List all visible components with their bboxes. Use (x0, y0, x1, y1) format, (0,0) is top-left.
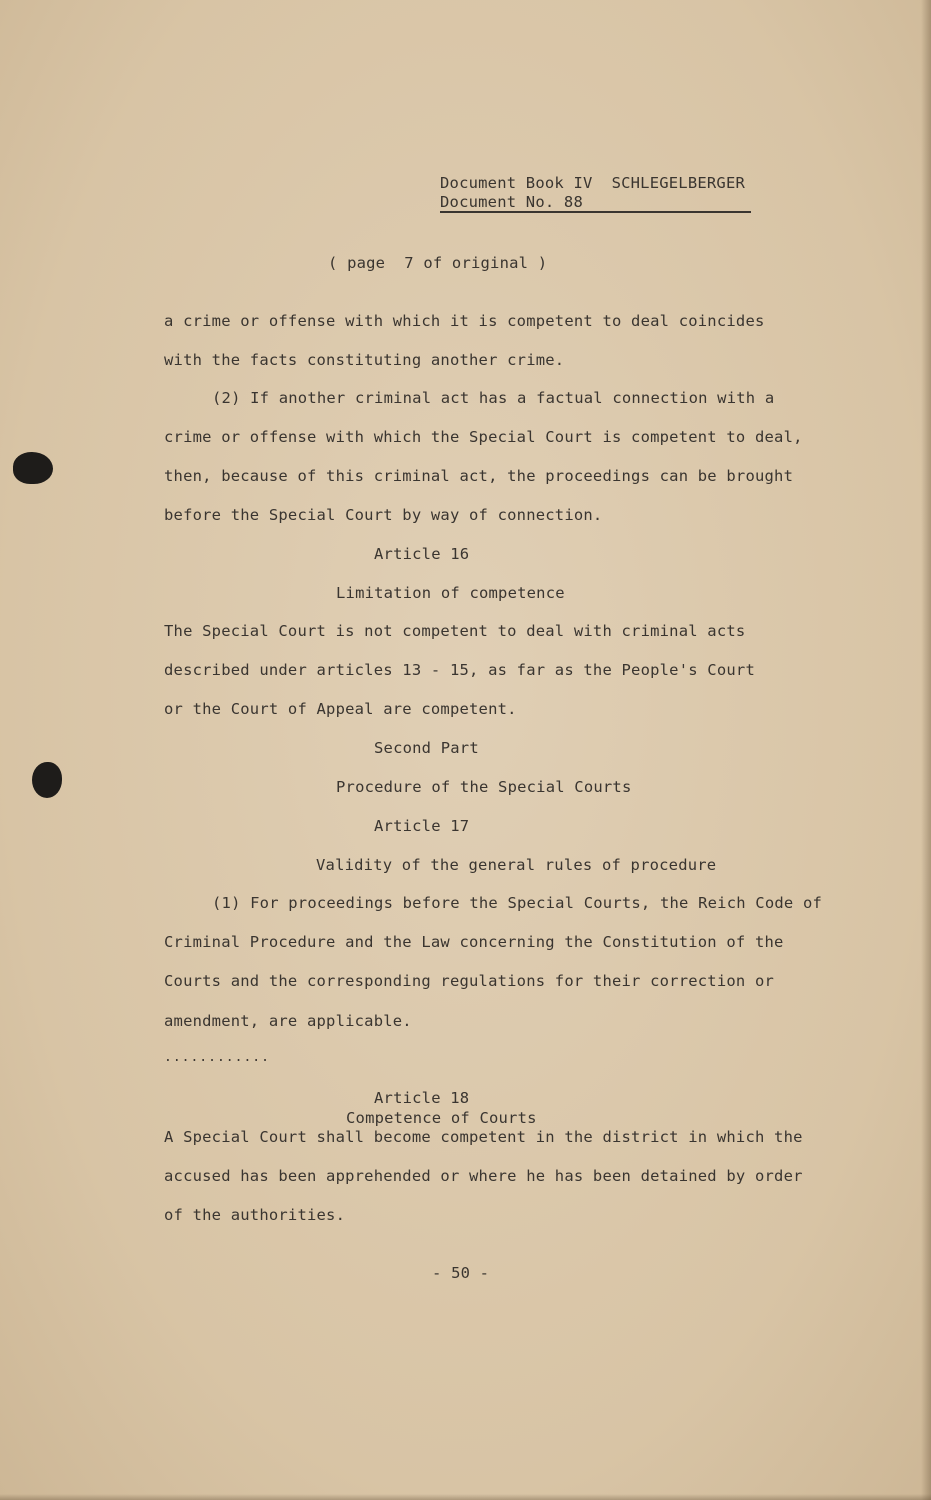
article-17-title: Validity of the general rules of procedure (316, 856, 717, 874)
page-reference: ( page 7 of original ) (328, 254, 548, 272)
part-heading: Second Part (374, 739, 479, 757)
body-line: or the Court of Appeal are competent. (164, 700, 517, 718)
body-line: crime or offense with which the Special Court is competent to deal, (164, 428, 803, 446)
article-17-heading: Article 17 (374, 817, 470, 835)
article-18-heading: Article 18 (374, 1089, 470, 1107)
body-line: Criminal Procedure and the Law concerning the Constitution of the (164, 933, 784, 951)
page-edge-shadow-bottom (0, 1494, 931, 1500)
document-number-line: Document No. 88 (440, 193, 583, 211)
body-line: of the authorities. (164, 1206, 346, 1224)
body-line: then, because of this criminal act, the proceedings can be brought (164, 467, 794, 485)
body-line: A Special Court shall become competent in the district in which the (164, 1128, 803, 1146)
article-16-title: Limitation of competence (336, 584, 565, 602)
punch-hole-top (13, 452, 53, 484)
body-line: before the Special Court by way of connection. (164, 506, 603, 524)
page-number: - 50 - (432, 1264, 490, 1282)
body-line: amendment, are applicable. (164, 1012, 412, 1030)
document-book-line: Document Book IV SCHLEGELBERGER (440, 174, 746, 192)
body-line: described under articles 13 - 15, as far as the People's Court (164, 661, 755, 679)
part-title: Procedure of the Special Courts (336, 778, 632, 796)
body-line: accused has been apprehended or where he has been detained by order (164, 1167, 803, 1185)
paragraph-1-start: (1) For proceedings before the Special Courts, the Reich Code of (212, 894, 823, 912)
punch-hole-bottom (32, 762, 62, 798)
omission-dots: ............ (164, 1050, 270, 1065)
header-underline (440, 211, 751, 213)
page-edge-shadow-right (921, 0, 931, 1500)
article-16-heading: Article 16 (374, 545, 470, 563)
body-line: Courts and the corresponding regulations for their correction or (164, 972, 775, 990)
article-18-title: Competence of Courts (346, 1109, 537, 1127)
paragraph-2-start: (2) If another criminal act has a factual connection with a (212, 389, 775, 407)
body-line: with the facts constituting another crime. (164, 351, 565, 369)
body-line: a crime or offense with which it is competent to deal coincides (164, 312, 765, 330)
body-line: The Special Court is not competent to deal with criminal acts (164, 622, 746, 640)
